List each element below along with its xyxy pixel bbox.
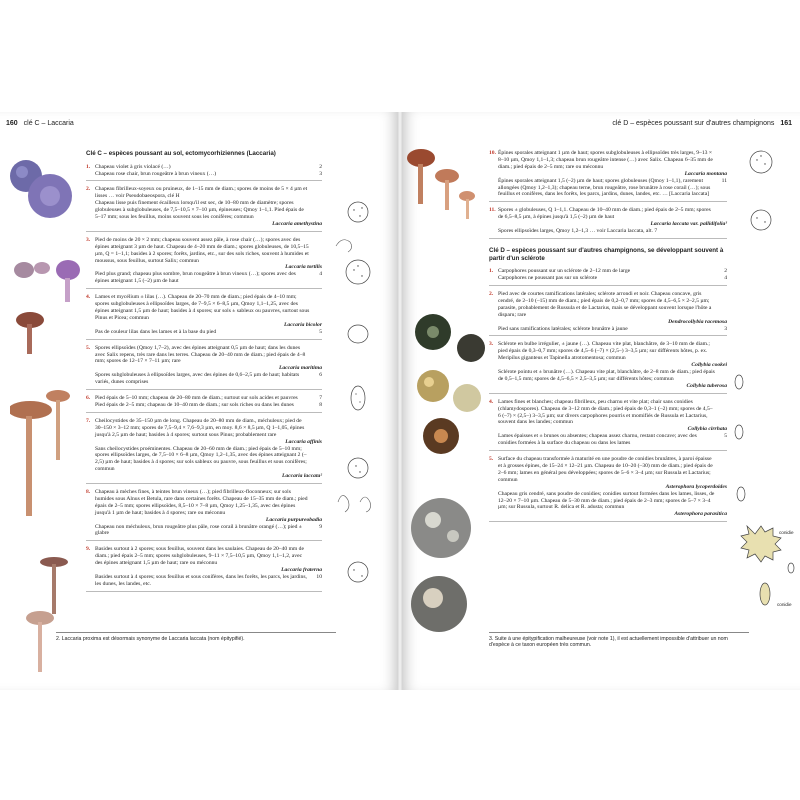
key-couplet <box>86 186 322 231</box>
lead-goto-number <box>715 456 727 484</box>
couplet-lead <box>498 275 727 282</box>
key-couplet <box>86 164 322 182</box>
maritima-spore <box>351 386 365 410</box>
lead-goto-number: 8 <box>319 401 322 408</box>
conidie-label-2: conidie <box>777 602 792 607</box>
lead-goto-number <box>310 345 322 366</box>
lead-text: Pied plus grand; chapeau plus sombre, brun rougeâtre à brun vineux (…); spores avec des épines atteignant 1,5 (–2) µm de haut <box>95 271 296 285</box>
racemosa-spore <box>735 375 743 389</box>
species-name: Laccaria maritima <box>278 365 322 372</box>
lead-goto-number: 3 <box>724 325 727 332</box>
lead-goto-number: 4 <box>724 275 727 282</box>
key-c-title: Clé C – espèces poussant au sol, ectomycorhiziennes (Laccaria) <box>86 150 276 157</box>
lead-goto-number: 10 <box>316 574 322 580</box>
lead-goto-number <box>310 446 322 474</box>
lead-text: Lames épaisses et ± brunes ou absentes; chapeau assez charnu, restant concave; avec des conidies formées à la surface du chapeau ou dans les lames <box>498 433 697 447</box>
key-c-continued-couplets <box>489 150 727 239</box>
lead-goto-number <box>310 237 322 265</box>
couplet-number: 7. <box>86 417 91 424</box>
lead-goto-number <box>715 341 727 362</box>
lead-text: Carpophores poussant sur un sclérote de 2–12 mm de large <box>498 268 631 275</box>
lead-goto-number <box>310 186 322 200</box>
species-name: Laccaria affinis <box>285 438 322 445</box>
left-key-column <box>86 150 322 597</box>
key-couplet <box>489 399 727 451</box>
couplet-lead <box>498 268 727 275</box>
couplet-lead <box>95 186 322 200</box>
lead-goto-number <box>715 228 727 235</box>
key-d-couplets <box>489 268 727 522</box>
couplet-number: 3. <box>489 341 494 348</box>
couplet-lead <box>95 402 322 409</box>
key-couplet <box>86 418 322 484</box>
species-name: Dendrocollybia racemosa <box>668 318 727 325</box>
lead-text: Lames fines et blanches; chapeau fibrilleux, peu charnu et vite plat; chair sans conidies (chlamydospores). Chapeau de 3–12 mm de diam.; pied épais de 0,3–1 (–2) mm; spores de 4,5–6 (–7) × (2,5–) 3–3,5 µm; sur divers carpophores pourris et momifiés de Russula et Lactarius, souvent dans les landes; commun <box>498 398 713 426</box>
right-running-head <box>612 120 792 127</box>
couplet-lead <box>95 164 322 171</box>
lead-text: Spores subglobuleuses à ellipsoïdes larges, avec des épines de 0,6–2,5 µm de haut; habitats variés, dunes comprises <box>95 372 300 386</box>
couplet-lead <box>498 456 727 484</box>
lead-text: Chapeau gris cendré, sans poudre de conidies; conidies surtout formées dans les lames, lisses, de 12–20 × 7–10 µm. Chapeau de 5–30 mm de diam.; pied épais de 2–3 mm; spores de 5–7 × 3–4 µm; sur Russula, surtout R. delica et R. adusta; commun <box>498 490 715 511</box>
lead-text: Chapeau lisse puis finement écailleux lorsqu'il est sec, de 10–80 mm de diamètre; spores globuleuses à subglobuleuses, de 7,5–10,5 × 7–10 µm, épineuses; Qmoy 1–1,1. Pied épais de 5–17 mm; sous les feuillus, moins souvent sous les conifères; commun <box>95 200 304 221</box>
left-photo-strip <box>10 160 90 680</box>
couplet-lead <box>498 369 727 383</box>
montana-spore <box>750 151 772 173</box>
couplet-lead <box>95 395 322 402</box>
lead-text: Surface du chapeau transformée à maturité en une poudre de conidies brunâtres, à paroi épaisse et à grosses épines, de 15–24 × 12–21 µm. Chapeau de 10–20 (–30) mm de diam.; pied épais de 2–6 mm; lames en général peu développées; spores de 5–6 × 3–4 µm; sur Russula et Lactarius; commun <box>498 456 713 483</box>
couplet-lead <box>498 291 727 319</box>
couplet-lead <box>95 200 322 221</box>
couplet-number: 2. <box>489 290 494 297</box>
racemosa-sclerotium-photo <box>457 334 485 362</box>
couplet-lead <box>498 433 727 447</box>
species-name: Laccaria bicolor <box>283 321 322 328</box>
key-couplet <box>86 489 322 541</box>
lead-text: Spores ± globuleuses, Q 1–1,1. Chapeau de 10–40 mm de diam.; pied épais de 2–5 mm; spores de 6,5–8,5 µm, à épines jusqu'à 1,5 (–2) µm de haut <box>498 207 711 221</box>
couplet-lead <box>95 345 322 366</box>
lead-goto-number: 2 <box>724 268 727 275</box>
right-key-column <box>489 150 727 527</box>
key-couplet <box>86 395 322 413</box>
parasitica-conidium-drawing <box>760 583 770 605</box>
key-c-couplets <box>86 164 322 592</box>
species-name: Laccaria laccata var. pallidifolia³ <box>650 221 727 228</box>
lead-goto-number <box>715 369 727 383</box>
couplet-number: 6. <box>86 395 91 402</box>
couplet-number: 11. <box>489 207 496 214</box>
couplet-lead <box>95 294 322 322</box>
couplet-lead <box>95 271 322 285</box>
key-d-title: Clé D – espèces poussant sur d'autres champignons, se développant souvent à partir d'un sclérote <box>489 246 724 262</box>
key-couplet <box>489 150 727 202</box>
lead-goto-number: 5 <box>724 433 727 440</box>
lead-text: Épines sporales atteignant 1 µm de haut; spores subglobuleuses à ellipsoïdes très larges, 9–13 × 8–10 µm, Qmoy 1,1–1,3; chapeau brun rougeâtre intense (…) avec Salix. Chapeau 6–35 mm de diam.; pied épais de 2–5 mm; rare ou méconnu <box>498 150 713 170</box>
lead-text: Pas de couleur lilas dans les lames et à la base du pied <box>95 328 217 335</box>
lead-text: Basides surtout à 2 spores; sous feuillus, souvent dans les saulaies. Chapeau de 20–40 mm de diam.; pied épais 2–5 mm; spores subglobuleuses, 9–11 × 7,5–10,5 µm, Qmoy 1,1–1,2, avec des épines atteignant 1,5 µm de haut; rare ou méconnu <box>95 546 304 567</box>
laccata-spore <box>751 210 771 230</box>
lead-text: Pied avec de courtes ramifications latérales; sclérote arrondi et noir. Chapeau concave, gris cendré, de 2–10 (–15) mm de diam.; pied épais de 0,2–0,7 mm; spores de 4,5–6,5 × 2–2,5 µm; parasite, probablement de Russula et de Lactarius, mais se développant souvent lorsque l'hôte a disparu; rare <box>498 290 712 318</box>
couplet-lead <box>498 491 727 512</box>
left-page <box>0 112 397 690</box>
lead-text: Pied épais de 5–10 mm; chapeau de 20–80 mm de diam.; surtout sur sols acides et pauvres <box>95 395 298 402</box>
couplet-lead <box>95 171 322 178</box>
cirrhata-photo <box>411 498 471 558</box>
left-spore-drawings <box>330 172 390 612</box>
couplet-lead <box>95 446 322 474</box>
left-running-head <box>6 120 74 127</box>
left-page-number: 160 <box>6 120 18 127</box>
cookei-photo <box>417 370 449 402</box>
species-name: Collybia tuberosa <box>686 382 727 389</box>
key-couplet <box>86 345 322 390</box>
key-couplet <box>86 294 322 339</box>
species-name: Laccaria fraterna <box>281 567 322 574</box>
lead-text: Chapeau violet à gris violacé (…) <box>95 163 171 170</box>
lead-text: Spores ellipsoïdes larges, Qmoy 1,2–1,3 … voir Laccaria laccata, alt. 7 <box>498 228 658 235</box>
key-couplet <box>489 456 727 522</box>
lead-text: Carpophores ne poussant pas sur un sclérote <box>498 275 598 282</box>
couplet-lead <box>498 341 727 362</box>
species-name: Asterophora parasitica <box>674 511 727 518</box>
lead-text: Pied de moins de 20 × 2 mm; chapeau souvent assez pâle, à rose chair (…); spores avec des épines atteignant 3 µm de haut. Chapeau de 4–20 mm de diam.; spores globuleuses, de 10,5–15 µm, Q = 1–1,1; basides à 2 spores; forêts, jardins, etc., sur des sols riches, souvent à humides et moussus, sous feuillus, surtout Salix; commun <box>95 236 309 264</box>
right-page-number: 161 <box>780 120 792 127</box>
lycoperdoides-conidium-drawing <box>741 526 781 562</box>
couplet-number: 4. <box>86 294 91 301</box>
couplet-number: 4. <box>489 398 494 405</box>
cirrhata-spore <box>737 487 745 501</box>
conidie-label-1: conidie <box>779 530 794 535</box>
lead-goto-number <box>715 399 727 427</box>
lead-goto-number <box>310 489 322 517</box>
lead-goto-number <box>310 546 322 567</box>
lead-goto-number: 5 <box>319 328 322 335</box>
lead-goto-number: 2 <box>319 163 322 170</box>
cheilocystidia-sketch <box>336 240 352 252</box>
key-couplet <box>489 268 727 286</box>
bicolor-photo <box>56 260 80 280</box>
lead-text: Spores ellipsoïdes (Qmoy 1,7–2), avec des épines atteignant 0,5 µm de haut; dans les dunes avec Salix repens, très rare dans les terres. Chapeau de 20–40 mm de diam.; pied épais de 4–8 mm; spores de 12–17 × 7–11 µm; rare <box>95 344 306 365</box>
lead-text: Basides surtout à 4 spores; sous feuillus et sous conifères, dans les forêts, les parcs, les jardins, les dunes, les landes, etc. <box>95 574 307 587</box>
couplet-lead <box>95 418 322 439</box>
key-couplet <box>489 341 727 393</box>
couplet-lead <box>95 489 322 517</box>
species-name: Laccaria purpureobadia <box>265 516 322 523</box>
couplet-number: 2. <box>86 186 91 193</box>
right-photo-strip <box>403 136 489 676</box>
right-spore-drawings <box>731 148 799 628</box>
lead-goto-number <box>715 491 727 512</box>
lead-goto-number <box>310 418 322 439</box>
amethystina-spore <box>348 202 368 222</box>
couplet-lead <box>498 207 727 221</box>
lead-text: Sans cheilocystides proéminentes. Chapeau de 20–60 mm de diam.; pied épais de 5–10 mm; spores ellipsoïdes larges, de 7,5–10 × 6–8 µm, Qmoy 1,2–1,35, avec des épines atteignant 2 (–2,5) µm de haut; basides à 4 spores; sur sols sableux ou pauvre, sous feuillus et sous conifères; commun <box>95 445 307 473</box>
species-name: Laccaria tortilis <box>285 264 322 271</box>
couplet-lead <box>95 524 322 538</box>
species-name: Collybia cirrhata <box>687 426 727 433</box>
species-name: Asterophora lycoperdoides <box>665 483 727 490</box>
right-page <box>403 112 800 690</box>
lead-text: Lames et mycélium ± lilas (…). Chapeau de 20–70 mm de diam.; pied épais de 4–10 mm; spores subglobuleuses à ellipsoïdes larges, de 7–9,5 × 6–8,5 µm, Qmoy 1,1–1,25, avec des épines atteignant 1,5 µm de haut; basides à 4 spores; sur sols ± sableux ou pauvres, surtout sous Pinus et Picea; commun <box>95 294 310 321</box>
species-name: Laccaria amethystina <box>272 220 322 227</box>
lead-goto-number: 11 <box>721 177 727 184</box>
couplet-number: 8. <box>86 489 91 496</box>
couplet-number: 3. <box>86 236 91 243</box>
couplet-number: 5. <box>86 344 91 351</box>
lead-text: Chapeau non méchuleux, brun rougeâtre plus pâle, rose corail à brunâtre orangé (…); pied ± glabre <box>95 523 302 537</box>
couplet-number: 1. <box>489 268 494 275</box>
cookei-spore <box>735 425 743 439</box>
lead-goto-number: 4 <box>319 271 322 278</box>
species-name: Collybia cookei <box>691 362 727 369</box>
bicolor-spore <box>348 325 368 343</box>
lead-goto-number <box>310 294 322 322</box>
left-head-title: clé C – Laccaria <box>23 120 74 127</box>
lead-text: Épines sporales atteignant 1,5 (–2) µm de haut; spores globuleuses (Qmoy 1–1,1), rarement allongées (Qmoy 1,2–1,3); chapeau terne, brun rougeâtre, rose brunâtre à rose corail (…); sous feuillus et conifères, dans les forêts, les parcs, jardins, dunes, landes, etc. … [Laccaria laccata] <box>498 177 711 198</box>
key-couplet <box>86 546 322 591</box>
lead-text: Chapeau rose chair, brun rougeâtre à brun vineux (…) <box>95 170 217 177</box>
lead-goto-number <box>715 291 727 319</box>
key-couplet <box>86 237 322 289</box>
couplet-lead <box>498 150 727 171</box>
key-couplet <box>489 291 727 336</box>
couplet-number: 1. <box>86 163 91 170</box>
lead-text: Cheilocystides de 35–150 µm de long. Chapeau de 20–80 mm de diam., méchuleux; pied de 30–150 × 3–12 mm; spores de 7,5–9,4 × 7,6–9,3 µm, en moy. 8,6 × 8,5 µm, Q 1–1,05, épines jusqu'à 2,5 µm de haut; basides à 4 spores; surtout sous Pinus; probablement rare <box>95 417 305 438</box>
lead-text: Chapeau fibrilleux-soyeux ou pruineux, de 1–15 mm de diam.; spores de moins de 5 × 4 µm et lisses … voir Pseudobaeospora, clé H <box>95 186 308 200</box>
right-footnote: 3. Suite à une épitypification malheureuse (voir note 1), il est actuellement impossible d'attribuer un nom d'espèce à ce taxon européen très commun. <box>489 632 749 649</box>
lead-goto-number <box>310 200 322 221</box>
tortilis-spore <box>346 260 370 284</box>
lead-text: Sclérote en bulbe irrégulier, ± jaune (…). Chapeau vite plat, blanchâtre, de 3–10 mm de diam.; pied épais de 0,3–0,7 mm; spores de 4,5–6 (–7) × (2,5–) 3–3,5 µm; sur différents hôtes, p. ex. Meripilus giganteus et Tapinella atrotomentosa; commun <box>498 341 710 362</box>
tuberosa-photo <box>453 384 481 412</box>
couplet-lead <box>498 228 727 235</box>
right-head-title: clé D – espèces poussant sur d'autres champignons <box>612 120 775 127</box>
fraterna-spore <box>348 562 368 582</box>
affinis-spore <box>348 458 368 478</box>
couplet-lead <box>498 178 727 199</box>
couplet-lead <box>498 399 727 427</box>
key-couplet <box>489 207 727 239</box>
species-name: Laccaria laccata² <box>281 473 322 480</box>
lead-text: Chapeau à mèches fines, à teintes brun vineux (…); pied fibrilleux-floconneux; sur sols humides sous Alnus et Betula, rare dans certaines forêts. Chapeau de 15–35 mm de diam.; pied épais de 2–5 mm; spores ellipsoïdes, 8,5–10 × 7–8 µm, Qmoy 1,25–1,35, avec des épines jusqu'à 1 µm de haut; basides à 4 spores; rare ou méconnu <box>95 489 308 516</box>
couplet-lead <box>498 326 727 333</box>
couplet-lead <box>95 574 322 588</box>
left-footnote: 2. Laccaria proxima est désormais synonyme de Laccaria laccata (nom épitypifié). <box>56 632 336 642</box>
lead-goto-number <box>715 207 727 221</box>
species-name: Laccaria montana <box>684 170 727 177</box>
couplet-lead <box>95 329 322 336</box>
lead-goto-number: 6 <box>319 372 322 379</box>
couplet-lead <box>95 372 322 386</box>
lead-text: Pied sans ramifications latérales; sclérote brunâtre à jaune <box>498 325 628 332</box>
couplet-lead <box>95 546 322 567</box>
lead-goto-number: 3 <box>319 170 322 177</box>
lead-goto-number <box>715 150 727 171</box>
couplet-lead <box>95 237 322 265</box>
couplet-number: 5. <box>489 456 494 463</box>
couplet-number: 10. <box>489 150 496 156</box>
lead-goto-number: 9 <box>319 523 322 530</box>
lead-text: Pied épais de 2–5 mm; chapeau de 10–40 mm de diam.; sur sols riches ou dans les dunes <box>95 401 294 408</box>
tortilis-photo <box>14 262 34 278</box>
lead-text: Sclérote pointu et ± brunâtre (…). Chapeau vite plat, blanchâtre, de 2–8 mm de diam.; pied épais de 0,5–1,5 mm; spores de 4,5–6,5 × 2,5–3,5 µm; sur différents hôtes; commun <box>498 369 715 382</box>
couplet-number: 9. <box>86 546 91 553</box>
lead-goto-number: 7 <box>319 395 322 402</box>
